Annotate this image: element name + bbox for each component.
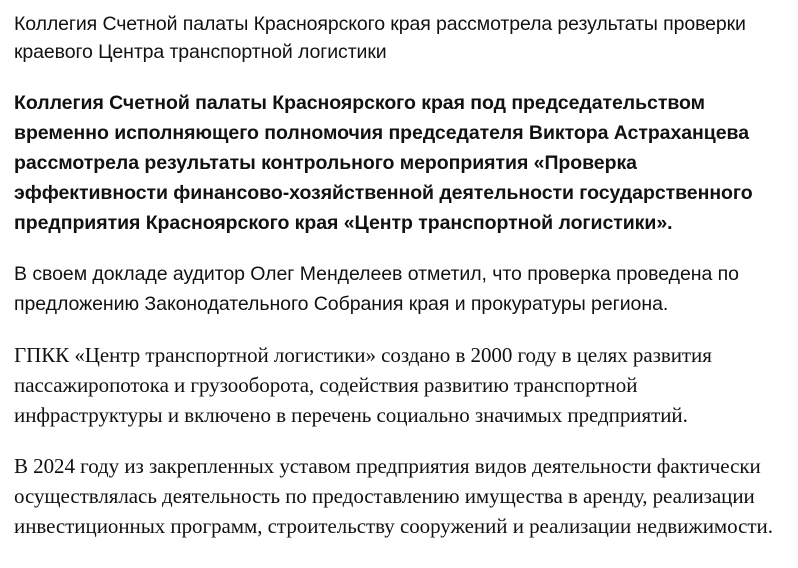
article-paragraph: ГПКК «Центр транспортной логистики» создано в 2000 году в целях развития пассажиропотока и грузооборота, содействия развитию транспортной инфраструктуры и включено в перечень социально значимых предприятий.: [14, 343, 712, 427]
article-paragraph: В 2024 году из закрепленных уставом предприятия видов деятельности фактически осуществлялась деятельность по предоставлению имущества в аренду, реализации инвестиционных программ, строительству сооружений и реализации недвижимости.: [14, 454, 773, 538]
article-paragraph: В своем докладе аудитор Олег Менделеев отметил, что проверка проведена по предложению Законодательного Собрания края и прокуратуры региона.: [14, 263, 739, 315]
page-title: Коллегия Счетной палаты Красноярского края рассмотрела результаты проверки краевого Центра транспортной логистики: [14, 13, 746, 63]
article-paragraph: Коллегия Счетной палаты Красноярского края под председательством временно исполняющего полномочия председателя Виктора Астраханцева рассмотрела результаты контрольного мероприятия «Проверка эффективности финансово-хозяйственной деятельности государственного предприятия Красноярского края «Центр транспортной логистики».: [14, 92, 753, 234]
